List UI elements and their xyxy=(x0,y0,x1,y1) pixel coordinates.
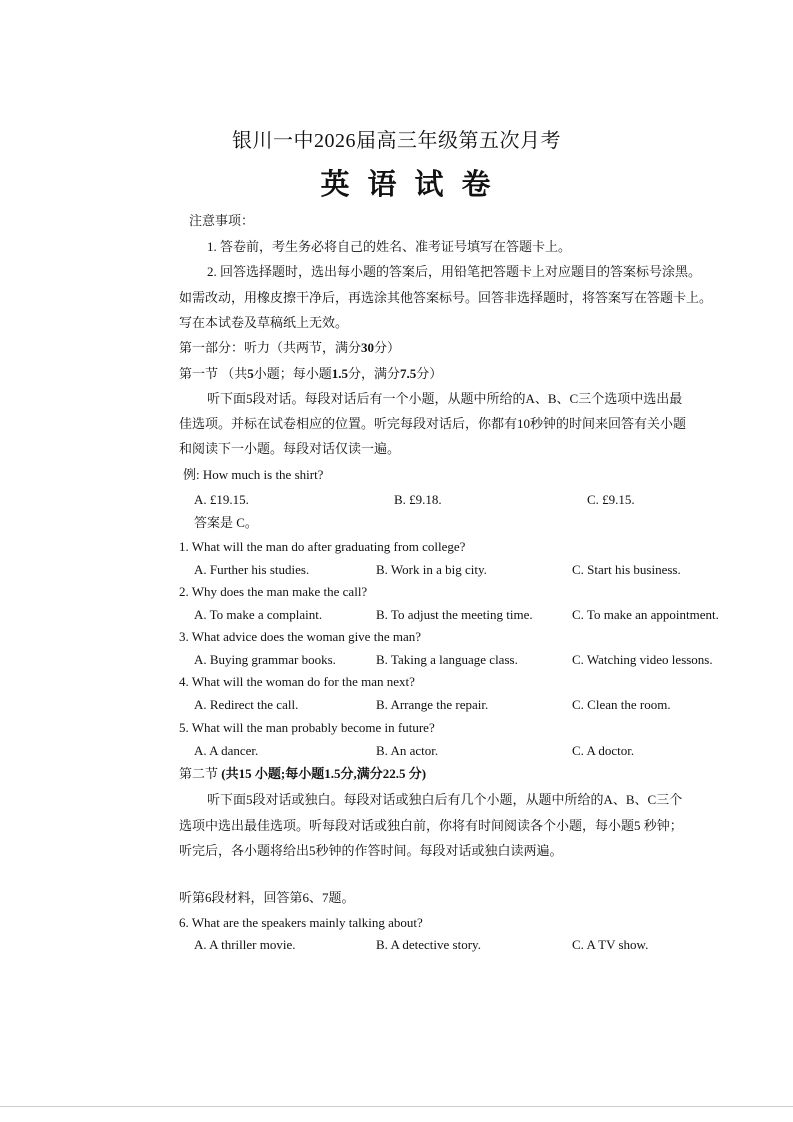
notice-item-2-line1: 2. 回答选择题时，选出每小题的答案后，用铅笔把答题卡上对应题目的答案标号涂黑。 xyxy=(207,264,702,279)
section1-total-score: 7.5 xyxy=(400,366,417,381)
example-option-a: A. £19.15. xyxy=(194,492,249,507)
question-4: 4. What will the woman do for the man next? xyxy=(179,674,415,689)
section2-heading-pre: 第二节 xyxy=(179,766,219,781)
part1-heading-pre: 第一部分：听力（共两节，满分 xyxy=(179,340,362,355)
question-3: 3. What advice does the woman give the man? xyxy=(179,629,421,644)
question-5-option-a: A. A dancer. xyxy=(194,743,259,758)
question-1: 1. What will the man do after graduating from college? xyxy=(179,539,466,554)
notice-heading: 注意事项： xyxy=(189,213,255,228)
section2-count: 15 xyxy=(238,766,252,781)
example-option-b: B. £9.18. xyxy=(394,492,442,507)
section1-heading-pre: 第一节 （共 xyxy=(179,366,248,381)
section1-heading-mid2: 分，满分 xyxy=(348,366,401,381)
section2-instruction-line2: 选项中选出最佳选项。听每段对话或独白前，你将有时间阅读各个小题，每小题5 秒钟； xyxy=(179,818,683,833)
question-1-option-c: C. Start his business. xyxy=(572,562,681,577)
part1-heading-post: 分） xyxy=(374,340,401,355)
example-answer: 答案是 C。 xyxy=(194,515,258,530)
section1-instruction-line2: 佳选项。并标在试卷相应的位置。听完每段对话后，你都有10秒钟的时间来回答有关小题 xyxy=(179,416,687,431)
section2-each-score: 1.5 xyxy=(324,766,341,781)
question-3-option-b: B. Taking a language class. xyxy=(376,652,518,667)
question-2-option-b: B. To adjust the meeting time. xyxy=(376,607,533,622)
question-1-option-b: B. Work in a big city. xyxy=(376,562,487,577)
question-5: 5. What will the man probably become in future? xyxy=(179,720,435,735)
part1-heading-score: 30 xyxy=(361,340,375,355)
question-5-option-c: C. A doctor. xyxy=(572,743,635,758)
notice-item-1: 1. 答卷前，考生务必将自己的姓名、准考证号填写在答题卡上。 xyxy=(207,239,572,254)
part1-heading xyxy=(179,340,739,356)
subject-title: 英语试卷 xyxy=(320,169,509,201)
exam-title: 银川一中2026届高三年级第五次月考 xyxy=(232,130,561,152)
section2-heading xyxy=(179,766,739,782)
question-4-option-a: A. Redirect the call. xyxy=(194,697,299,712)
section1-each-score: 1.5 xyxy=(331,366,349,381)
section1-count: 5 xyxy=(247,366,254,381)
section2-instruction-line1: 听下面5段对话或独白。每段对话或独白后有几个小题，从题中所给的A、B、C三个 xyxy=(207,792,683,807)
question-1-option-a: A. Further his studies. xyxy=(194,562,310,577)
question-3-option-a: A. Buying grammar books. xyxy=(194,652,336,667)
section2-instruction-line3: 听完后，各小题将给出5秒钟的作答时间。每段对话或独白读两遍。 xyxy=(179,843,563,858)
example-question: 例: How much is the shirt? xyxy=(183,467,324,482)
question-4-option-b: B. Arrange the repair. xyxy=(376,697,489,712)
section1-heading-post: 分） xyxy=(416,366,443,381)
question-4-option-c: C. Clean the room. xyxy=(572,697,671,712)
section1-instruction-line3: 和阅读下一小题。每段对话仅读一遍。 xyxy=(179,441,401,456)
question-6-option-c: C. A TV show. xyxy=(572,937,649,952)
question-2-option-c: C. To make an appointment. xyxy=(572,607,719,622)
question-2: 2. Why does the man make the call? xyxy=(179,584,368,599)
material-6-heading: 听第6段材料，回答第6、7题。 xyxy=(179,890,355,905)
section2-heading-open: (共 xyxy=(221,766,239,781)
question-5-option-b: B. An actor. xyxy=(376,743,439,758)
example-option-c: C. £9.15. xyxy=(587,492,635,507)
section2-heading-mid: 分,满分 xyxy=(340,766,383,781)
section2-heading-each-label: 小题;每小题 xyxy=(254,766,325,781)
section2-total-score: 22.5 xyxy=(382,766,406,781)
question-6-option-b: B. A detective story. xyxy=(376,937,481,952)
section1-instruction-line1: 听下面5段对话。每段对话后有一个小题，从题中所给的A、B、C三个选项中选出最 xyxy=(207,391,683,406)
question-3-option-c: C. Watching video lessons. xyxy=(572,652,713,667)
notice-item-2-line2: 如需改动，用橡皮擦干净后，再选涂其他答案标号。回答非选择题时，将答案写在答题卡上。 xyxy=(179,290,713,305)
notice-item-2-line3: 写在本试卷及草稿纸上无效。 xyxy=(179,315,349,330)
section1-heading-mid1: 小题；每小题 xyxy=(253,366,332,381)
section2-heading-post: 分) xyxy=(408,766,427,781)
question-6: 6. What are the speakers mainly talking about? xyxy=(179,915,423,930)
question-6-option-a: A. A thriller movie. xyxy=(194,937,296,952)
question-2-option-a: A. To make a complaint. xyxy=(194,607,323,622)
page-bottom-divider xyxy=(0,1106,793,1107)
section1-heading xyxy=(179,366,739,382)
